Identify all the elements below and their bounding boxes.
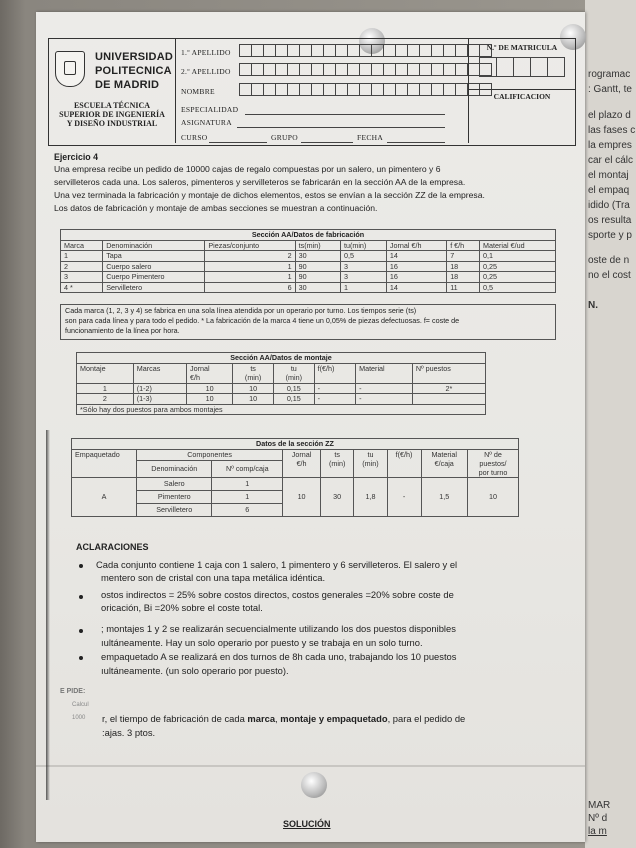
adjacent-text: idido (Tra [588,200,630,211]
adjacent-text: oste de n [588,255,630,266]
nombre-field[interactable] [239,83,491,96]
cell: 11 [447,282,480,293]
exercise-line: Una empresa recibe un pedido de 10000 cajas de regalo compuestas por un salero, un pimentero y 6 [54,164,441,174]
exam-header [48,38,576,146]
col-header: Denominación [103,240,205,251]
col-header: f €/h [447,240,480,251]
solution-heading: SOLUCIÓN [283,819,331,829]
grupo-field[interactable] [301,142,353,143]
col-header: Material €/caja [421,449,467,477]
table-row [77,394,486,405]
cell: 2 [205,251,295,262]
cell: 14 [386,282,446,293]
adjacent-text: el montaj [588,170,629,181]
assembly-table [76,352,486,415]
fabrication-table [60,229,556,293]
cell: (1-2) [133,383,186,394]
university-name: POLITECNICA [95,65,172,77]
table-caption: Sección AA/Datos de montaje [77,353,486,364]
table-row [61,261,556,272]
especialidad-field[interactable] [245,114,445,115]
col-header [356,373,413,383]
se-pide-label: E PIDE: [60,688,86,695]
adjacent-text: las fases c [588,125,636,136]
col-header: Material €/ud [480,240,556,251]
apellido2-label: 2.º APELLIDO [181,67,231,76]
col-header: tu [273,363,314,373]
adjacent-text: N. [588,300,598,311]
adjacent-text: MAR [588,800,611,811]
asignatura-label: ASIGNATURA [181,118,232,127]
cell: 0,25 [480,261,556,272]
matricula-field[interactable] [479,57,564,77]
col-header: Jornal €/h [386,240,446,251]
school-name: SUPERIOR DE INGENIERÍA [59,110,165,119]
col-header [133,373,186,383]
table-row [61,282,556,293]
bullet-icon [79,656,83,660]
cell: - [356,383,413,394]
cell: 10 [283,477,321,516]
col-header: Marcas [133,363,186,373]
bold-montaje: montaje y empaquetado [280,713,388,724]
school-name: Y DISEÑO INDUSTRIAL [66,119,158,128]
cell: 18 [447,272,480,283]
university-crest-icon [55,51,85,87]
apellido1-label: 1.º APELLIDO [181,48,231,57]
col-header [77,373,134,383]
se-pide-fragment: Calcul [72,702,89,708]
col-header: Jornal [186,363,232,373]
cell: A [72,477,137,516]
col-header: tu (min) [354,449,387,477]
col-header: ts [233,363,274,373]
university-name: UNIVERSIDAD [95,51,173,63]
cell [412,394,485,405]
cell: Tapa [103,251,205,262]
university-name: DE MADRID [95,79,160,91]
matricula-block [468,39,575,143]
apellido1-field[interactable] [239,44,491,57]
cell: - [356,394,413,405]
note-line: Cada marca (1, 2, 3 y 4) se fabrica en una sola línea atendida por un operario por turno. Los tiempos serie (ts) [65,306,417,315]
nombre-label: NOMBRE [181,87,215,96]
school-name: ESCUELA TÉCNICA [73,101,151,110]
cell: 7 [447,251,480,262]
cell: 1 [212,477,283,490]
question-line: :ajas. 3 ptos. [102,727,156,738]
adjacent-text: Nº d [588,813,608,824]
cell: 0,1 [480,251,556,262]
adjacent-text: rogramac [588,69,631,80]
table-header-row [61,240,556,251]
table-caption: Datos de la sección ZZ [72,439,519,450]
cell: 2* [412,383,485,394]
cell: - [314,394,355,405]
fecha-field[interactable] [387,142,445,143]
calificacion-label: CALIFICACION [469,89,575,101]
zz-section-table [71,438,519,517]
exercise-line: Una vez terminada la fabricación y montaje de dichos elementos, estos se envían a la sección ZZ de la empresa. [54,190,485,200]
adjacent-text: no el cost [588,270,631,281]
col-header: Material [356,363,413,373]
col-header: Nº comp/caja [212,461,283,477]
cell: 2 [77,394,134,405]
cell: 2 [61,261,103,272]
adjacent-text: os resulta [588,215,632,226]
paper-shadow [46,430,50,800]
cell: 6 [212,503,283,516]
aclaracion-line: ostos indirectos = 25% sobre costos directos, costos generales =20% sobre coste de [101,589,454,600]
col-header: (min) [273,373,314,383]
adjacent-text: la empres [588,140,632,151]
cell: 90 [295,261,340,272]
cell: 3 [61,272,103,283]
col-header: Piezas/conjunto [205,240,295,251]
table-header-row [72,449,519,461]
cell: 1 [212,490,283,503]
cell: 16 [386,261,446,272]
cell: 30 [321,477,354,516]
cell: Servilletero [137,503,212,516]
cell: 30 [295,282,340,293]
cell: 3 [340,261,386,272]
col-header: (min) [233,373,274,383]
table-row [72,477,519,490]
col-header: Nº puestos [412,363,485,373]
adjacent-text: : Gantt, te [588,84,632,95]
cell: 1 [205,272,295,283]
cell: 90 [295,272,340,283]
aclaracion-line: oricación, Bi =20% sobre el coste total. [101,602,263,613]
cell: 18 [447,261,480,272]
cell: 1,5 [421,477,467,516]
pushpin-icon [301,772,327,798]
se-pide-fragment: 1000 [72,715,86,721]
col-header: Marca [61,240,103,251]
aclaracion-line: ; montajes 1 y 2 se realizarán secuencialmente utilizando los dos puestos disponibles [101,623,456,634]
matricula-label: N.º DE MATRICULA [486,43,558,52]
col-header: Componentes [137,449,283,461]
table-note-row [77,404,486,415]
note-line: son para cada línea y para todo el pedido. * La fabricación de la marca 4 tiene un 0,05% de piezas defectuosas. f= coste de [65,316,460,325]
adjacent-text: la m [588,826,607,837]
assembly-note: *Sólo hay dos puestos para ambos montajes [77,404,486,415]
curso-label: CURSO [181,133,208,142]
exercise-line: Los datos de fabricación y montaje de ambas secciones se muestran a continuación. [54,203,378,213]
aclaracion-line: ıultáneamente. (un solo operario por puesto). [101,665,289,676]
cell: (1-3) [133,394,186,405]
cell: 10 [186,383,232,394]
cell: 1 [205,261,295,272]
cell: 3 [340,272,386,283]
fecha-label: FECHA [357,133,384,142]
aclaracion-line: Cada conjunto contiene 1 caja con 1 salero, 1 pimentero y 6 servilleteros. El salero y el [96,559,458,570]
cell: 0,15 [273,394,314,405]
cell: 10 [186,394,232,405]
bold-marca: marca [247,713,276,724]
cell: 16 [386,272,446,283]
question-line: r, el tiempo de fabricación de cada marca, montaje y empaquetado, para el pedido de [102,713,466,724]
adjacent-page [585,0,636,848]
cell: Servilletero [103,282,205,293]
asignatura-field[interactable] [237,127,445,128]
cell: 1 [340,282,386,293]
cell: 0,15 [273,383,314,394]
table-header-row [77,373,486,383]
table-row [61,251,556,262]
note-line: funcionamiento de la línea por hora. [65,326,180,335]
paper-fold [36,765,585,767]
aclaracion-line: mentero son de cristal con una tapa metálica idéntica. [101,572,326,583]
bullet-icon [79,629,83,633]
cell: 14 [386,251,446,262]
col-header: Empaquetado [72,449,137,477]
cell: 10 [233,383,274,394]
adjacent-text: sporte y p [588,230,632,241]
col-header: tu(min) [340,240,386,251]
col-header: ts(min) [295,240,340,251]
table-row [77,383,486,394]
cell: - [314,383,355,394]
cell: 6 [205,282,295,293]
apellido2-field[interactable] [239,63,491,76]
bullet-icon [79,564,83,568]
table-caption: Sección AA/Datos de fabricación [61,230,556,241]
fabrication-note [60,304,556,340]
cell: 4 * [61,282,103,293]
cell: 10 [233,394,274,405]
exercise-title: Ejercicio 4 [54,152,99,162]
adjacent-text: car el cálc [588,155,634,166]
cell: - [387,477,421,516]
col-header: f(€/h) [387,449,421,477]
cell: 1,8 [354,477,387,516]
especialidad-label: ESPECIALIDAD [181,105,239,114]
col-header: €/h [186,373,232,383]
cell: 1 [61,251,103,262]
cell: 0,5 [480,282,556,293]
cell: 30 [295,251,340,262]
adjacent-text: el plazo d [588,110,631,121]
curso-field[interactable] [209,142,267,143]
col-header: ts (min) [321,449,354,477]
cell: 0,5 [340,251,386,262]
table-row [61,272,556,283]
cell: Pimentero [137,490,212,503]
university-block [49,39,176,143]
cell: Salero [137,477,212,490]
cell: 1 [77,383,134,394]
aclaracion-line: ıultáneamente. Hay un solo operario por puesto y se trabaja en un solo turno. [101,637,423,648]
col-header: Denominación [137,461,212,477]
col-header [412,373,485,383]
col-header: Nº de puestos/ por turno [467,449,518,477]
aclaracion-line: empaquetado A se realizará en dos turnos de 8h cada uno, trabajando los 10 puestos [101,651,457,662]
exercise-line: servilleteros cada una. Los saleros, pimenteros y servilleteros se fabricarán en la sección AA de la empresa. [54,177,466,187]
cell: Cuerpo salero [103,261,205,272]
cell: Cuerpo Pimentero [103,272,205,283]
aclaraciones-title: ACLARACIONES [76,542,149,552]
bullet-icon [79,595,83,599]
col-header [314,373,355,383]
cell: 10 [467,477,518,516]
col-header: f(€/h) [314,363,355,373]
col-header: Jornal €/h [283,449,321,477]
col-header: Montaje [77,363,134,373]
grupo-label: GRUPO [271,133,298,142]
table-header-row [77,363,486,373]
cell: 0,25 [480,272,556,283]
adjacent-text: el empaq [588,185,630,196]
